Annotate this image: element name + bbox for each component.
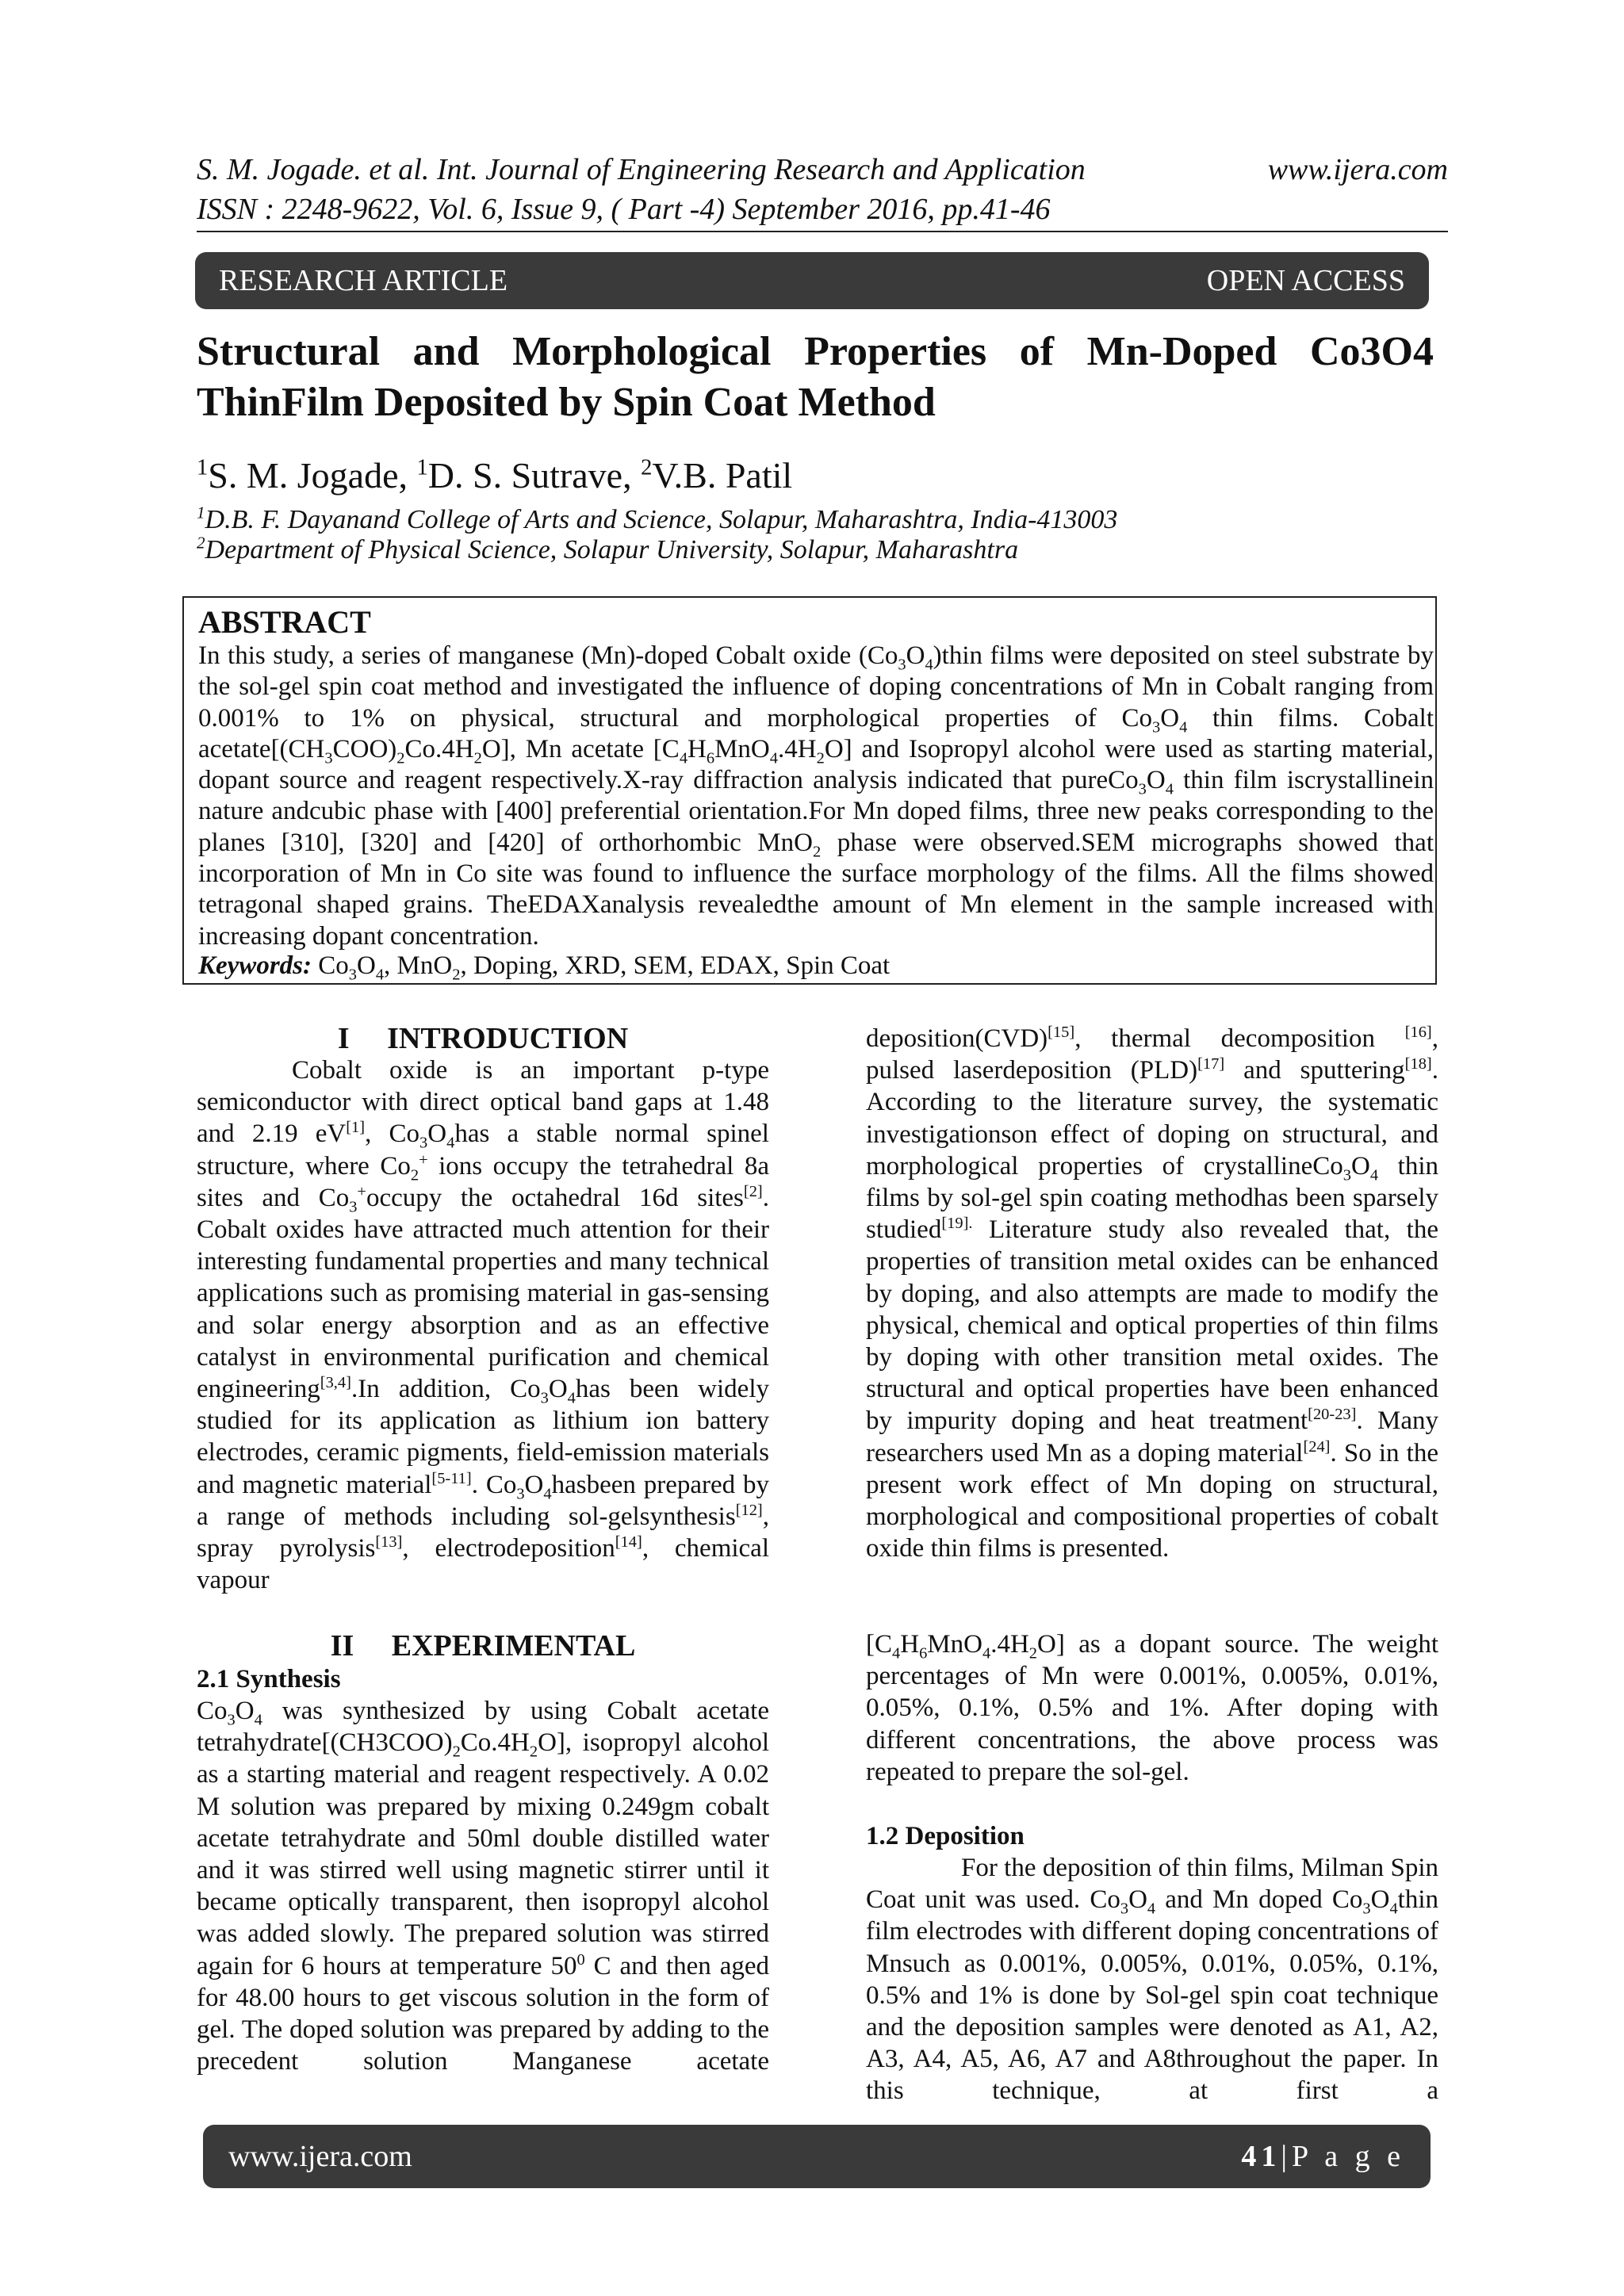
author-list: $^1$S. M. Jogade, $^1$D. S. Sutrave, $^2$V.B. Patil (197, 455, 793, 496)
synthesis-text: $Co_3O_4$ was synthesized by using Cobalt acetate $tetrahydrate[(CH3COO)_2Co.4H_2O]$, isopropyl alcohol as a starting material and reagent respectively. A 0.02 M solution was prepared by mixing 0.249gm cobalt acetate tetrahydrate and 50ml double distilled water and it was stirred well using magnetic stirrer until it became optically transparent, then isopropyl alcohol was added slowly. The prepared solution was stirred again for 6 hours at temperature $50^0$ C and then aged for 48.00 hours to get viscous solution in the form of gel. The doped solution was prepared by adding to the precedent solution Manganese acetate (197, 1697, 769, 2076)
journal-website[interactable]: www.ijera.com (1267, 153, 1448, 186)
header-rule (197, 231, 1448, 232)
abstract-heading: ABSTRACT (198, 604, 371, 640)
synthesis-heading: 2.1 Synthesis (197, 1665, 341, 1693)
affiliation-1: $^1$D.B. F. Dayanand College of Arts and Science, Solapur, Maharashtra, India-413003 (197, 503, 1118, 534)
introduction-text-continued: deposition(CVD)[15], thermal decomposition [16], pulsed laserdeposition (PLD)[17] and sputtering[18]. According to the literature survey, the systematic investigationson effect of doping on structural, and morphological properties of $crystallineCo_3O_4$ thin films by sol-gel spin coating methodhas been sparsely studied$^{[19].}$ Literature study also revealed that, the properties of transition metal oxides can be enhanced by doping, and also attempts are made to modify the physical, chemical and optical properties of thin films by doping with other transition metal oxides. The structural and optical properties have been enhanced by impurity doping and heat treatment[20-23]. Many researchers used Mn as a doping material[24]. So in the present work effect of Mn doping on structural, morphological and compositional properties of cobalt oxide thin films is presented. (866, 1024, 1438, 1563)
research-article-label: RESEARCH ARTICLE (219, 264, 508, 297)
synthesis-text-continued: $[C_4H_6MnO_4.4H_2O]$ as a dopant source. The weight percentages of Mn were 0.001%, 0.005%, 0.01%, 0.05%, 0.1%, 0.5% and 1%. After doping with different concentrations, the above process was repeated to prepare the sol-gel. (866, 1630, 1438, 1786)
page-footer (203, 2125, 1431, 2188)
affiliation-2: $^2$Department of Physical Science, Solapur University, Solapur, Maharashtra (197, 533, 1019, 564)
experimental-heading: II EXPERIMENTAL (330, 1629, 636, 1663)
page-number: 41|P a g e (1241, 2140, 1405, 2173)
journal-citation-line: S. M. Jogade. et al. Int. Journal of Engineering Research and Application (197, 153, 1086, 186)
issn-line: ISSN : 2248-9622, Vol. 6, Issue 9, ( Part -4) September 2016, pp.41-46 (197, 193, 1051, 226)
introduction-heading: I INTRODUCTION (337, 1022, 629, 1055)
keywords-line: Keywords: $Co_3O_4$, MnO$_2$, Doping, XRD, SEM, EDAX, Spin Coat (198, 951, 891, 984)
abstract-text: In this study, a series of manganese (Mn)-doped Cobalt oxide $(Co_3O_4)thin$ films were deposited on steel substrate by the sol-gel spin coat method and investigated the influence of doping concentrations of Mn in Cobalt ranging from 0.001% to 1% on physical, structural and morphological properties of $Co_3O_4$ thin films. Cobalt $acetate[(CH_3COO)_2Co.4H_2O]$, Mn acetate $[C_4H_6MnO_4.4H_2O]$ and Isopropyl alcohol were used as starting material, dopant source and reagent respectively.X-ray diffraction analysis indicated that $pureCo_3O_4$ thin film iscrystallinein nature andcubic phase with [400] preferential orientation.For Mn doped films, three new peaks corresponding to the planes [310], [320] and [420] of orthorhombic MnO$_2$ phase were observed.SEM micrographs showed that incorporation of Mn in Co site was found to influence the surface morphology of the films. All the films showed tetragonal shaped grains. TheEDAXanalysis revealedthe amount of Mn element in the sample increased with increasing dopant concentration. (198, 641, 1434, 951)
introduction-text: Cobalt oxide is an important p-type semiconductor with direct optical band gaps at 1.48 and 2.19 eV[1], $Co_3O_4has$ a stable normal spinel structure, where $Co_2^+$ ions occupy the tetrahedral 8a sites and $Co_3^+occupy$ the octahedral 16d sites[2]. Cobalt oxides have attracted much attention for their interesting fundamental properties and many technical applications such as promising material in gas-sensing and solar energy absorption and as an effective catalyst in environmental purification and chemical engineering[3,4].In addition, $Co_3O_4has$ been widely studied for its application as lithium ion battery electrodes, ceramic pigments, field-emission materials and magnetic material[5-11]. $Co_3O_4hasbeen$ prepared by a range of methods including sol-gelsynthesis[12], spray pyrolysis[13], electrodeposition[14], chemical vapour (197, 1056, 770, 1595)
article-type-banner (195, 252, 1429, 309)
deposition-text: For the deposition of thin films, Milman Spin Coat unit was used. $Co_3O_4$ and Mn doped $Co_3O_4thin$ film electrodes with different doping concentrations of Mnsuch as 0.001%, 0.005%, 0.01%, 0.05%, 0.1%, 0.5% and 1% is done by Sol-gel spin coat technique and the deposition samples were denoted as A1, A2, A3, A4, A5, A6, A7 and A8throughout the paper. In this technique, at first a (866, 1854, 1438, 2106)
footer-website[interactable]: www.ijera.com (228, 2140, 412, 2173)
deposition-heading: 1.2 Deposition (866, 1822, 1025, 1850)
open-access-label: OPEN ACCESS (1206, 264, 1405, 297)
paper-title: Structural and Morphological Properties of Mn-Doped Co3O4 ThinFilm Deposited by Spin Coat Method (197, 329, 1434, 425)
